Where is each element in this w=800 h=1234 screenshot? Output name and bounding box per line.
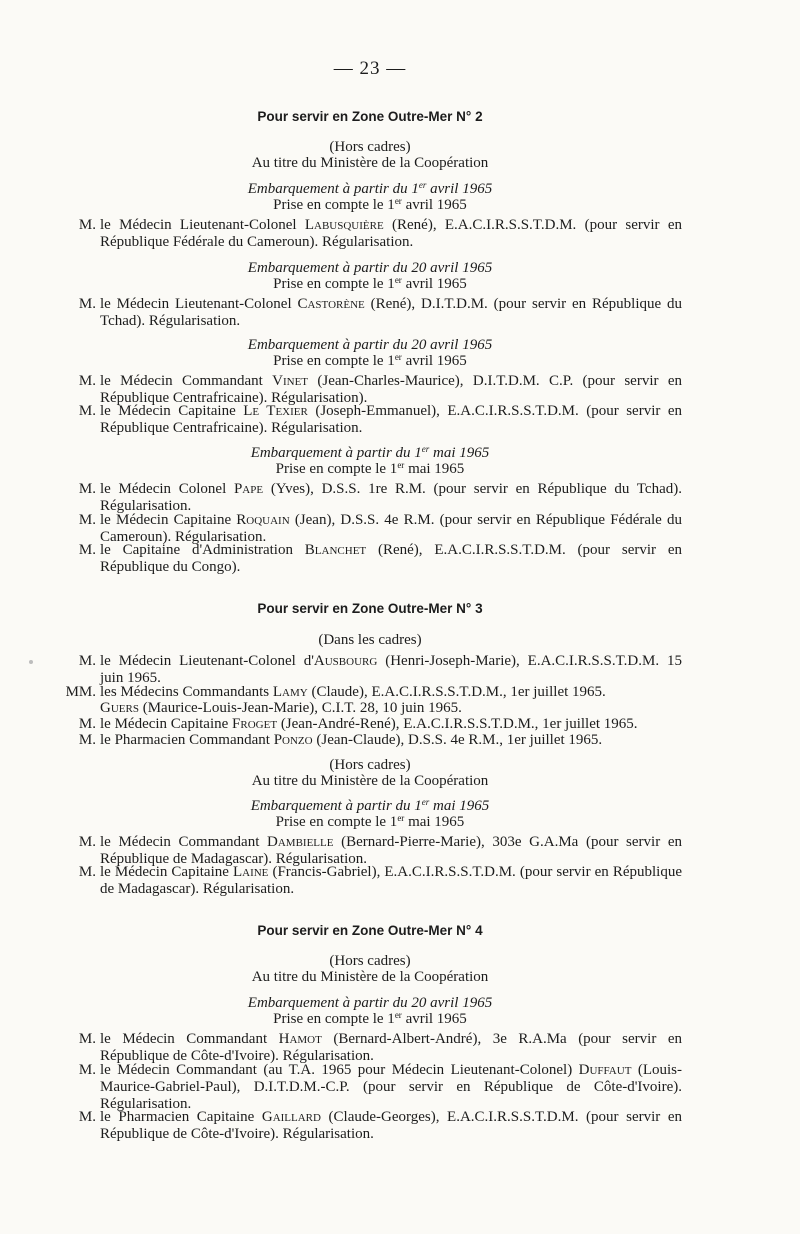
embarkation-line: Embarquement à partir du 20 avril 1965 xyxy=(247,995,493,1011)
embarkation-line: Embarquement à partir du 1er mai 1965 xyxy=(250,444,490,461)
prise-line: Prise en compte le 1er avril 1965 xyxy=(273,275,467,292)
embarkation-line: Embarquement à partir du 1er avril 1965 xyxy=(247,180,493,197)
prise-line: Prise en compte le 1er mai 1965 xyxy=(275,460,465,477)
page-number: — 23 — xyxy=(333,58,407,79)
embarkation-line: Embarquement à partir du 20 avril 1965 xyxy=(247,260,493,276)
ministry-line: Au titre du Ministère de la Coopération xyxy=(251,773,489,789)
embarkation-line: Embarquement à partir du 20 avril 1965 xyxy=(247,337,493,353)
embarkation-line: Embarquement à partir du 1er mai 1965 xyxy=(250,797,490,814)
ministry-line: Au titre du Ministère de la Coopération xyxy=(251,155,489,171)
section-heading: Pour servir en Zone Outre-Mer N° 2 xyxy=(257,109,483,124)
prise-line: Prise en compte le 1er mai 1965 xyxy=(275,813,465,830)
status-line: (Hors cadres) xyxy=(329,953,411,969)
page-speck xyxy=(29,660,33,664)
document-page: — 23 — Pour servir en Zone Outre-Mer N° 2 (Hors cadres) Au titre du Ministère de la Coopération Embarquement à partir du 1er avril 1965 Prise en compte le 1er avril 1965 M. le Médecin Lieutenant-Colonel Labusquière (René), E.A.C.I.R.S.S.T.D.M. (pour servir en République Fédérale du Cameroun). Régularisation. Embarquement à partir du 20 avril 1965 Prise en compte le 1er avril 1965 M. le Médecin Lieutenant-Colonel Castorène (René), D.I.T.D.M. (pour servir en République du Tchad). Régularisation. Embarquement à partir du 20 avril 1965 Prise en compte le 1er avril 1965 M. le Médecin Commandant Vinet (Jean-Charles-Maurice), D.I.T.D.M. C.P. (pour servir en République Centrafricaine). Régularisation). M. le Médecin Capitaine Le Texier (Joseph-Emmanuel), E.A.C.I.R.S.S.T.D.M. (pour servir en République Centrafricaine). Régularisation. Embarquement à partir du 1er mai 1965 Prise en compte le 1er mai 1965 M. le Médecin Colonel Pape (Yves), D.S.S. 1re R.M. (pour servir en République du Tchad). Régularisation. M. le Médecin Capitaine Roquain (Jean), D.S.S. 4e R.M. (pour servir en République Fédérale du Cameroun). Régularisation. M. le Capitaine d'Administration Blanchet (René), E.A.C.I.R.S.S.T.D.M. (pour servir en République du Congo). Pour servir en Zone Outre-Mer N° 3 (Dans les cadres) M. le Médecin Lieutenant-Colonel d'Ausbourg (Henri-Joseph-Marie), E.A.C.I.R.S.S.T.D.M. 15 juin 1965. MM. les Médecins Commandants Lamy (Claude), E.A.C.I.R.S.S.T.D.M., 1er juillet 1965. Guers (Maurice-Louis-Jean-Marie), C.I.T. 28, 10 juin 1965. M. le Médecin Capitaine Froget (Jean-André-René), E.A.C.I.R.S.S.T.D.M., 1er juillet 1965. M. le Pharmacien Commandant Ponzo (Jean-Claude), D.S.S. 4e R.M., 1er juillet 1965. (Hors cadres) Au titre du Ministère de la Coopération Embarquement à partir du 1er mai 1965 Prise en compte le 1er mai 1965 M. le Médecin Commandant Dambielle (Bernard-Pierre-Marie), 303e G.A.Ma (pour servir en République de Madagascar). Régularisation. M. le Médecin Capitaine Laine (Francis-Gabriel), E.A.C.I.R.S.S.T.D.M. (pour servir en République de Madagascar). Régularisation. Pour servir en Zone Outre-Mer N° 4 (Hors cadres) Au titre du Ministère de la Coopération Embarquement à partir du 20 avril 1965 Prise en compte le 1er avril 1965 M. le Médecin Commandant Hamot (Bernard-Albert-André), 3e R.A.Ma (pour servir en République de Côte-d'Ivoire). Régularisation. M. le Médecin Commandant (au T.A. 1965 pour Médecin Lieutenant-Colonel) Duffaut (Louis-Maurice-Gabriel-Paul), D.I.T.D.M.-C.P. (pour servir en République de Côte-d'Ivoire). Régularisation. M. le Pharmacien Capitaine Gaillard (Claude-Georges), E.A.C.I.R.S.S.T.D.M. (pour servir en République de Côte-d'Ivoire). Régularisation. xyxy=(0,0,800,1234)
prise-line: Prise en compte le 1er avril 1965 xyxy=(273,196,467,213)
status-line: (Dans les cadres) xyxy=(318,632,422,648)
status-line: (Hors cadres) xyxy=(329,757,411,773)
prise-line: Prise en compte le 1er avril 1965 xyxy=(273,1010,467,1027)
prise-line: Prise en compte le 1er avril 1965 xyxy=(273,352,467,369)
section-heading: Pour servir en Zone Outre-Mer N° 3 xyxy=(257,601,483,616)
status-line: (Hors cadres) xyxy=(329,139,411,155)
ministry-line: Au titre du Ministère de la Coopération xyxy=(251,969,489,985)
section-heading: Pour servir en Zone Outre-Mer N° 4 xyxy=(257,923,483,938)
